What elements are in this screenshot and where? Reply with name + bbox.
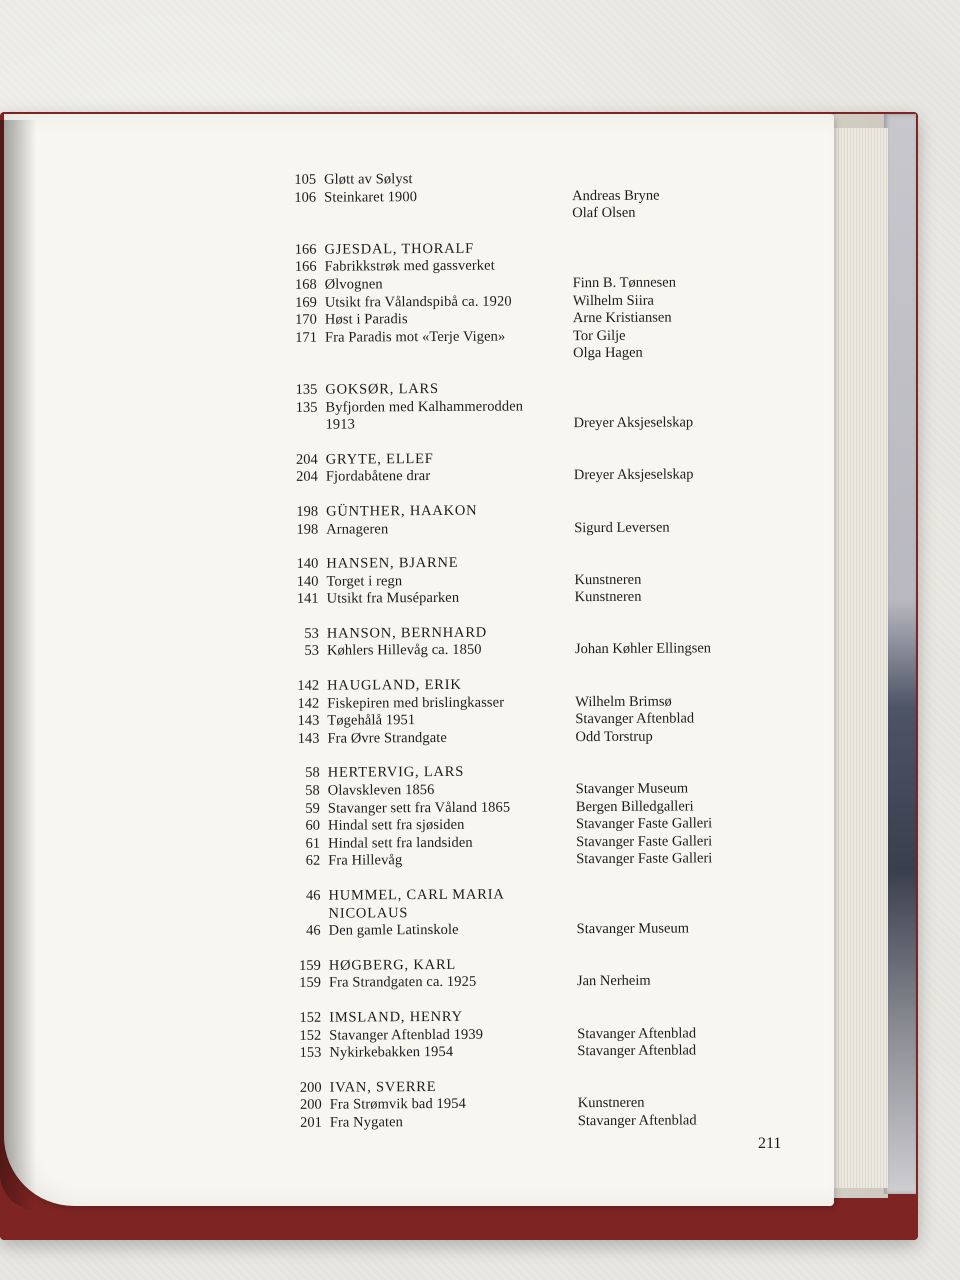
- catalogue-number: 58: [305, 782, 320, 799]
- owner-name: Stavanger Museum: [575, 780, 689, 798]
- artist-name: IMSLAND, HENRY: [329, 1008, 463, 1026]
- owner-name: Olga Hagen: [573, 345, 643, 362]
- catalogue-group: [272, 449, 710, 487]
- artwork-title: Fabrikkstrøk med gassverket: [324, 258, 495, 276]
- catalogue-number: 135: [295, 381, 318, 398]
- catalogue-number: 59: [305, 800, 320, 817]
- catalogue-group: [274, 763, 713, 871]
- catalogue-group: [275, 1007, 713, 1062]
- artwork-title: Høst i Paradis: [324, 311, 408, 328]
- artist-name: NICOLAUS: [328, 904, 409, 922]
- catalogue-number: 200: [299, 1097, 322, 1114]
- catalogue-number: 168: [294, 276, 317, 293]
- owner-name: Kunstneren: [574, 589, 642, 606]
- owner-name: Andreas Bryne: [572, 187, 660, 204]
- artist-name: HUMMEL, CARL MARIA: [328, 886, 505, 904]
- catalogue-number: 61: [305, 835, 321, 852]
- catalogue-number: [274, 905, 328, 923]
- owner-name: Stavanger Faste Galleri: [575, 815, 713, 833]
- artist-name: GJESDAL, THORALF: [324, 240, 475, 258]
- catalogue-number: 46: [306, 922, 321, 939]
- catalogue-number: 105: [294, 171, 317, 188]
- artist-name: IVAN, SVERRE: [329, 1078, 437, 1096]
- catalogue-number: 170: [295, 311, 317, 329]
- artwork-title: Den gamle Latinskole: [328, 922, 459, 939]
- artist-name: GRYTE, ELLEF: [325, 450, 434, 468]
- owner-name: Finn B. Tønnesen: [572, 274, 676, 292]
- catalogue-number: 201: [300, 1114, 322, 1131]
- catalogue-group: [272, 501, 710, 539]
- catalogue-number: 62: [305, 853, 321, 870]
- catalogue-group: [276, 1077, 714, 1132]
- catalogue-entry: [270, 187, 708, 207]
- catalogue-entry: [276, 1112, 714, 1132]
- catalogue-number: 200: [299, 1079, 322, 1096]
- catalogue-number: 166: [294, 241, 317, 258]
- owner-name: Stavanger Faste Galleri: [576, 833, 713, 850]
- catalogue-number: [271, 347, 325, 365]
- artwork-title: Fra Strømvik bad 1954: [329, 1096, 466, 1113]
- catalogue-number: 198: [296, 521, 319, 538]
- catalogue-number: 198: [296, 503, 319, 520]
- artwork-title: Hindal sett fra sjøsiden: [327, 817, 465, 834]
- catalogue-group: [272, 553, 710, 608]
- owner-name: Stavanger Museum: [576, 920, 690, 938]
- artist-name: GÜNTHER, HAAKON: [326, 502, 478, 520]
- artwork-title: Fiskepiren med brislingkasser: [327, 694, 505, 712]
- artwork-title: Steinkaret 1900: [324, 188, 418, 206]
- artwork-title: Utsikt fra Muséparken: [326, 590, 460, 607]
- artwork-title: Stavanger Aftenblad 1939: [329, 1026, 484, 1044]
- catalogue-number: 140: [296, 555, 319, 572]
- owner-name: Tor Gilje: [572, 327, 626, 344]
- catalogue-number: 204: [296, 469, 318, 486]
- owner-name: Dreyer Aksjeselskap: [573, 414, 694, 432]
- catalogue-number: 106: [294, 189, 317, 206]
- owner-name: Stavanger Aftenblad: [577, 1024, 697, 1042]
- catalogue-entry: [271, 309, 709, 329]
- catalogue-number: 153: [299, 1044, 322, 1061]
- artwork-title: Fra Hillevåg: [328, 852, 403, 870]
- catalogue-list: [270, 169, 714, 1149]
- page-gutter-shadow: [0, 120, 36, 1210]
- catalogue-entry: [272, 519, 710, 539]
- artwork-title: Fra Strandgaten ca. 1925: [328, 974, 477, 992]
- catalogue-number: 166: [294, 259, 317, 276]
- catalogue-number: 142: [297, 677, 320, 694]
- owner-name: Johan Køhler Ellingsen: [574, 640, 712, 658]
- artwork-title: Arnageren: [326, 520, 389, 538]
- artwork-title: Stavanger sett fra Våland 1865: [327, 799, 511, 817]
- catalogue-number: 135: [295, 399, 318, 416]
- owner-name: Odd Torstrup: [575, 728, 653, 745]
- catalogue-number: 204: [295, 451, 318, 468]
- owner-name: Sigurd Leversen: [574, 519, 670, 536]
- catalogue-number: 159: [299, 975, 322, 992]
- artwork-title: Ølvognen: [324, 276, 383, 293]
- owner-name: Wilhelm Siira: [572, 292, 655, 309]
- artist-name: HAUGLAND, ERIK: [327, 676, 462, 694]
- catalogue-number: 140: [296, 573, 319, 590]
- catalogue-entry: [273, 641, 711, 661]
- artwork-title: 1913: [325, 416, 355, 433]
- owner-name: Stavanger Aftenblad: [577, 1042, 697, 1060]
- artist-name: HANSON, BERNHARD: [326, 624, 488, 642]
- artist-name: HØGBERG, KARL: [328, 956, 457, 974]
- owner-name: Wilhelm Brimsø: [575, 693, 672, 710]
- catalogue-group: [274, 885, 712, 940]
- catalogue-entry: [272, 467, 710, 487]
- catalogue-number: [270, 207, 324, 225]
- artwork-title: Fra Nygaten: [329, 1114, 404, 1131]
- catalogue-entry: [275, 973, 713, 993]
- catalogue-entry: [275, 920, 713, 940]
- artwork-title: [325, 345, 573, 364]
- dust-jacket-edge: [884, 114, 916, 1194]
- owner-name: Jan Nerheim: [576, 973, 651, 990]
- catalogue-group: [273, 623, 711, 661]
- catalogue-number: 53: [304, 643, 319, 660]
- owner-name: Arne Kristiansen: [572, 309, 672, 327]
- catalogue-number: 46: [305, 887, 321, 904]
- catalogue-entry: [271, 414, 709, 434]
- catalogue-number: 169: [294, 294, 317, 311]
- artwork-title: Køhlers Hillevåg ca. 1850: [326, 642, 482, 660]
- catalogue-number: 58: [305, 765, 320, 782]
- catalogue-entry: [270, 205, 708, 225]
- catalogue-entry: [275, 1042, 713, 1062]
- artwork-title: Tøgehålå 1951: [327, 712, 416, 729]
- artwork-title: Nykirkebakken 1954: [329, 1044, 454, 1061]
- catalogue-number: 152: [299, 1009, 322, 1026]
- owner-name: Olaf Olsen: [572, 204, 636, 222]
- catalogue-group: [270, 239, 709, 365]
- catalogue-group: [273, 675, 712, 748]
- catalogue-number: 142: [297, 695, 320, 712]
- catalogue-group: [275, 955, 713, 993]
- owner-name: Stavanger Aftenblad: [577, 1112, 697, 1130]
- catalogue-group: [270, 169, 708, 224]
- catalogue-entry: [273, 728, 711, 748]
- catalogue-entry: [274, 851, 712, 871]
- owner-name: Stavanger Aftenblad: [575, 710, 695, 728]
- owner-name: Kunstneren: [577, 1095, 645, 1112]
- catalogue-number: 60: [305, 817, 321, 835]
- catalogue-number: 171: [295, 329, 318, 346]
- artwork-title: Olavskleven 1856: [327, 782, 435, 799]
- page-number: 211: [758, 1135, 782, 1152]
- catalogue-number: 53: [304, 625, 319, 642]
- artwork-title: Fra Paradis mot «Terje Vigen»: [324, 328, 506, 346]
- catalogue-number: 143: [297, 712, 320, 730]
- artwork-title: Fjordabåtene drar: [325, 468, 431, 485]
- catalogue-entry: [271, 345, 709, 365]
- owner-name: Stavanger Faste Galleri: [576, 850, 713, 868]
- artwork-title: Torget i regn: [326, 572, 403, 590]
- owner-name: Dreyer Aksjeselskap: [573, 466, 694, 484]
- artwork-title: Hindal sett fra landsiden: [328, 834, 473, 852]
- catalogue-number: 143: [297, 730, 320, 747]
- catalogue-number: 141: [296, 590, 319, 608]
- artwork-title: Utsikt fra Vålandspibå ca. 1920: [324, 293, 512, 311]
- owner-name: Kunstneren: [574, 571, 642, 588]
- artist-name: HANSEN, BJARNE: [326, 554, 459, 572]
- artwork-title: [324, 205, 572, 224]
- catalogue-number: 152: [299, 1027, 322, 1044]
- catalogue-entry: [273, 589, 711, 609]
- artist-name: HERTERVIG, LARS: [327, 764, 465, 782]
- artwork-title: Byfjorden med Kalhammerodden: [325, 397, 524, 416]
- page-stack-edge: [830, 128, 888, 1188]
- artist-name: GOKSØR, LARS: [325, 380, 439, 398]
- catalogue-number: 159: [299, 957, 321, 974]
- artwork-title: Fra Øvre Strandgate: [327, 729, 447, 747]
- artwork-title: Gløtt av Sølyst: [323, 171, 413, 188]
- owner-name: Bergen Billedgalleri: [575, 798, 694, 815]
- catalogue-number: [271, 417, 325, 435]
- catalogue-group: [271, 379, 709, 434]
